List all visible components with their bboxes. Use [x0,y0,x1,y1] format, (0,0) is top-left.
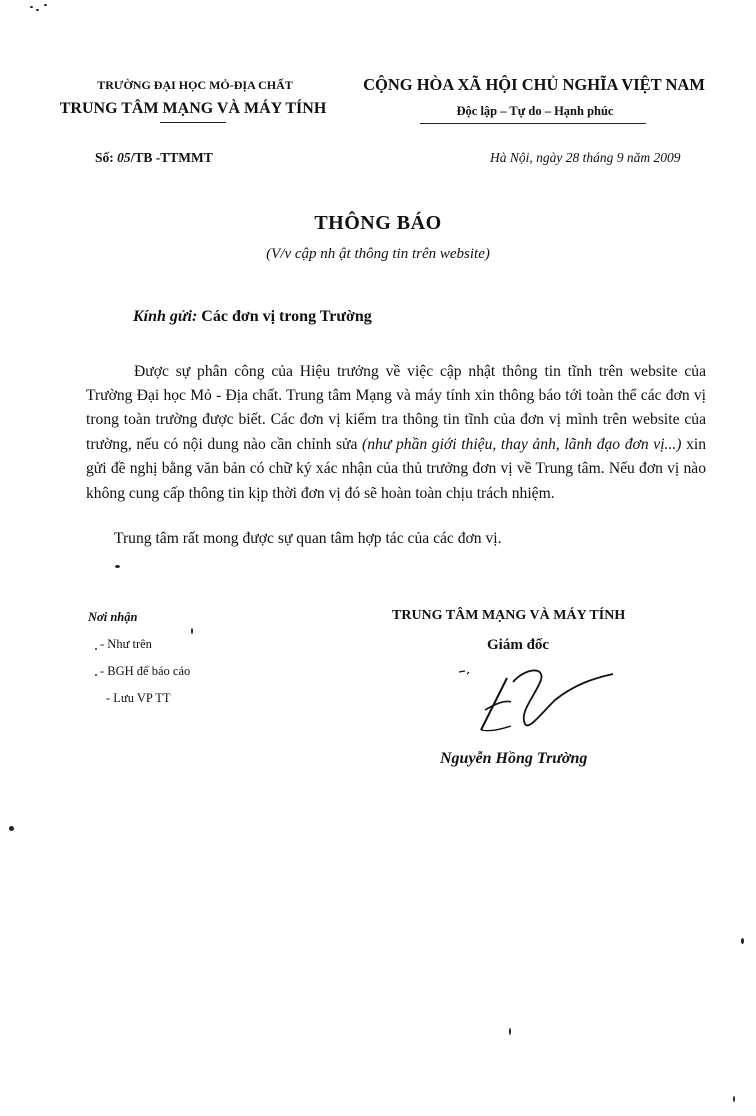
document-number [95,150,213,166]
scan-speck [95,648,97,650]
greeting-recipient: Các đơn vị trong Trường [197,308,372,325]
scan-speck [44,4,47,6]
list-item: - Lưu VP TT [106,691,171,705]
list-item: - Như trên [100,637,152,651]
document-title: THÔNG BÁO [314,212,442,234]
document-number-value: 05 [117,150,131,165]
signer-name: Nguyễn Hồng Trường [440,750,588,767]
place-date: Hà Nội, ngày 28 tháng 9 năm 2009 [490,150,681,165]
scan-speck [509,1028,511,1035]
center-name: TRUNG TÂM MẠNG VÀ MÁY TÍNH [59,100,327,117]
signature-organization: TRUNG TÂM MẠNG VÀ MÁY TÍNH [392,608,626,623]
motto-underline [420,123,646,124]
scan-speck [115,565,120,568]
scan-speck [191,628,193,634]
greeting [133,308,372,326]
nation-heading: CỘNG HÒA XÃ HỘI CHỦ NGHĨA VIỆT NAM [363,75,705,94]
document-subtitle: (V/v cập nh ật thông tin trên website) [266,246,490,262]
signature-role: Giám đốc [487,637,550,653]
body-text-examples: (như phần giới thiệu, thay ảnh, lãnh đạo đơn vị...) [362,435,682,453]
national-motto: Độc lập – Tự do – Hạnh phúc [456,104,614,118]
document-number-suffix: /TB -TTMMT [130,150,213,165]
recipients-title: Nơi nhận [88,610,138,624]
list-item: - BGH để báo cáo [100,664,191,678]
body-text-part2: xin gửi đề nghị bằng văn bản có chữ ký xác nhận của thủ trưởng đơn vị về Trung tâm. Nếu đơn vị nào không cung cấp thông tin kịp thời đơn vị đó sẽ hoàn toàn chịu trách nhiệm. [86,435,707,502]
scan-speck [95,674,97,676]
body-paragraph [86,360,706,506]
scan-speck [36,9,39,11]
scan-speck [733,1096,735,1102]
body-text-part1: Được sự phân công của Hiệu trưởng về việc cập nhật thông tin tĩnh trên website của Trường Đại học Mỏ - Địa chất. Trung tâm Mạng và máy tính xin thông báo tới toàn thể các đơn vị trong toàn trường được biết. Các đơn vị kiểm tra thông tin tĩnh của đơn vị mình trên website của trường, nếu có nội dung nào cần chỉnh sửa [86,362,706,453]
university-name: TRƯỜNG ĐẠI HỌC MỎ-ĐỊA CHẤT [97,78,293,92]
scan-speck [741,938,744,944]
scan-speck [30,6,33,8]
recipients-list [100,635,190,716]
closing-line: Trung tâm rất mong được sự quan tâm hợp tác của các đơn vị. [114,530,502,547]
document-number-prefix: Số: [95,150,118,165]
center-underline [160,122,226,123]
scan-speck [9,826,14,831]
greeting-label: Kính gửi: [133,308,198,325]
handwritten-signature [455,660,625,735]
